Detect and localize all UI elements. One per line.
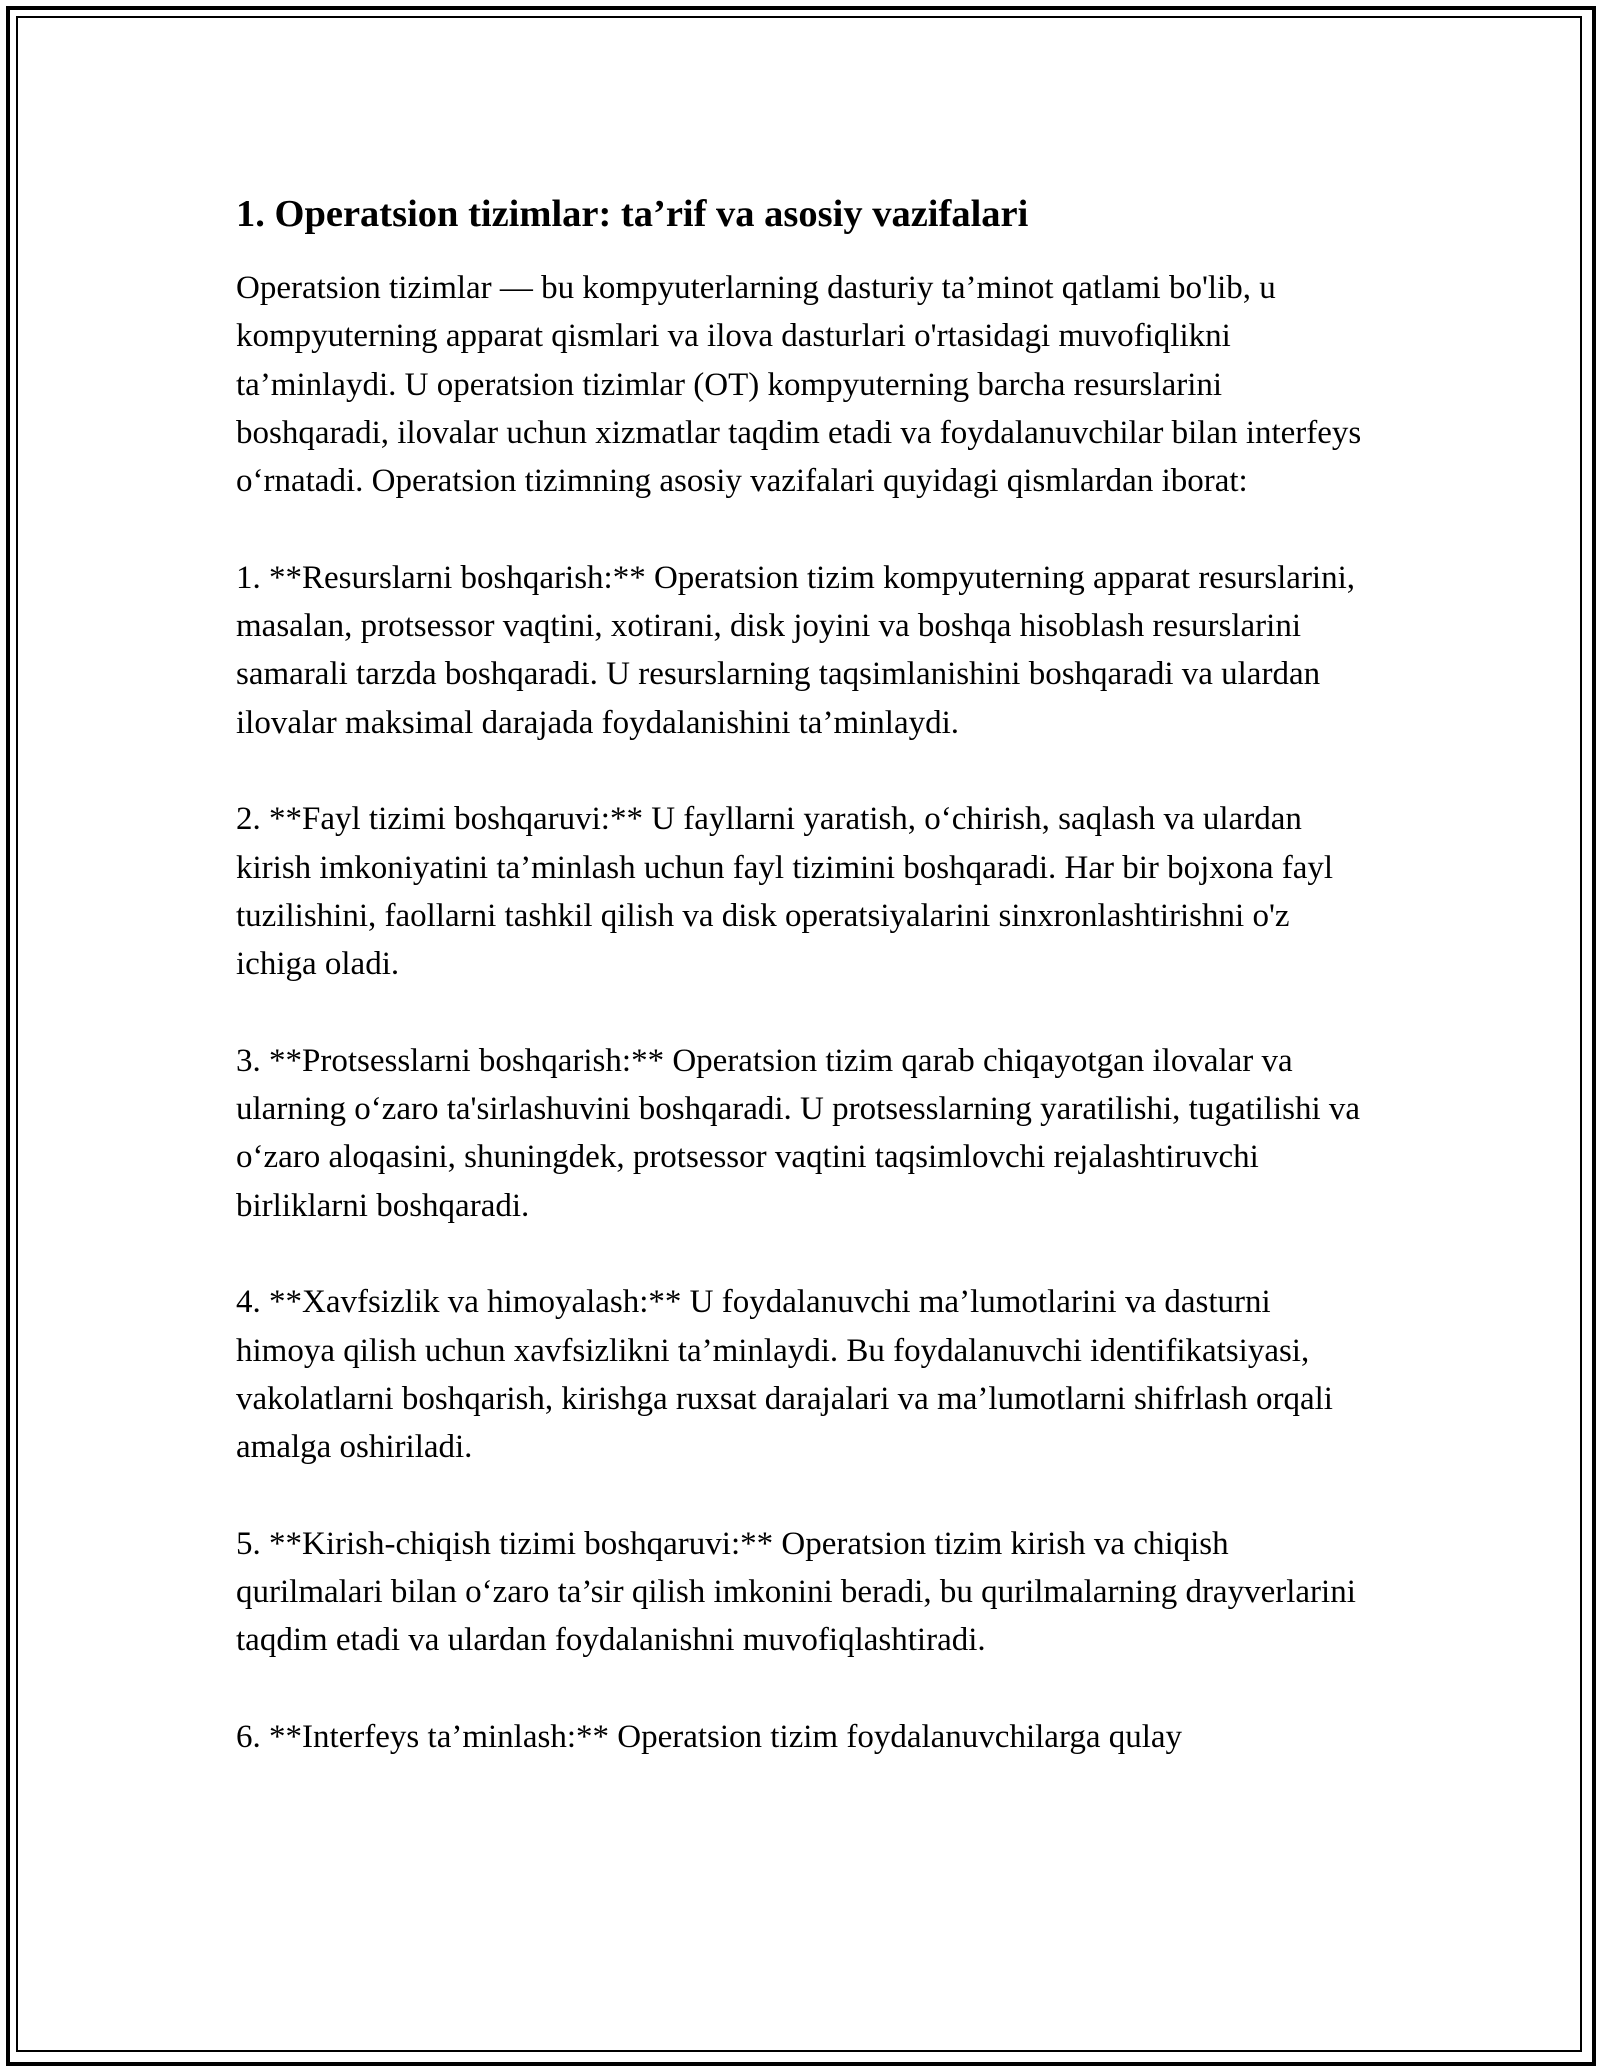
list-item-security: 4. **Xavfsizlik va himoyalash:** U foydalanuvchi ma’lumotlarini va dasturni himoya qilish uchun xavfsizlikni ta’minlaydi. Bu foydalanuvchi identifikatsiyasi, vakolatlarni boshqarish, kirishga ruxsat darajalari va ma’lumotlarni shifrlash orqali amalga oshiriladi.	[236, 1284, 1333, 1466]
list-item-interface: 6. **Interfeys ta’minlash:** Operatsion tizim foydalanuvchilarga qulay	[236, 1718, 1183, 1755]
intro-paragraph: Operatsion tizimlar — bu kompyuterlarning dasturiy ta’minot qatlami bo'lib, u kompyuterning apparat qismlari va ilova dasturlari o'rtasidagi muvofiqlikni ta’minlaydi. U operatsion tizimlar (OT) kompyuterning barcha resurslarini boshqaradi, ilovalar uchun xizmatlar taqdim etadi va foydalanuvchilar bilan interfeys oʻrnatadi. Operatsion tizimning asosiy vazifalari quyidagi qismlardan iborat:	[236, 270, 1362, 500]
list-item-processes: 3. **Protsesslarni boshqarish:** Operatsion tizim qarab chiqayotgan ilovalar va ularning oʻzaro ta'sirlashuvini boshqaradi. U protsesslarning yaratilishi, tugatilishi va oʻzaro aloqasini, shuningdek, protsessor vaqtini taqsimlovchi rejalashtiruvchi birliklarni boshqaradi.	[236, 1042, 1361, 1224]
document-title: 1. Operatsion tizimlar: ta’rif va asosiy vazifalari	[236, 193, 1029, 235]
list-item-resources: 1. **Resurslarni boshqarish:** Operatsion tizim kompyuterning apparat resurslarini, masalan, protsessor vaqtini, xotirani, disk joyini va boshqa hisoblash resurslarini samarali tarzda boshqaradi. U resurslarning taqsimlanishini boshqaradi va ulardan ilovalar maksimal darajada foydalanishini ta’minlaydi.	[236, 559, 1356, 741]
document-body	[236, 186, 1376, 1761]
list-item-file-system: 2. **Fayl tizimi boshqaruvi:** U fayllarni yaratish, oʻchirish, saqlash va ulardan kirish imkoniyatini ta’minlash uchun fayl tizimini boshqaradi. Har bir bojxona fayl tuzilishini, faollarni tashkil qilish va disk operatsiyalarini sinxronlashtirishni o'z ichiga oladi.	[236, 801, 1334, 983]
list-item-io: 5. **Kirish-chiqish tizimi boshqaruvi:** Operatsion tizim kirish va chiqish qurilmalari bilan oʻzaro ta’sir qilish imkonini beradi, bu qurilmalarning drayverlarini taqdim etadi va ulardan foydalanishni muvofiqlashtiradi.	[236, 1525, 1356, 1659]
